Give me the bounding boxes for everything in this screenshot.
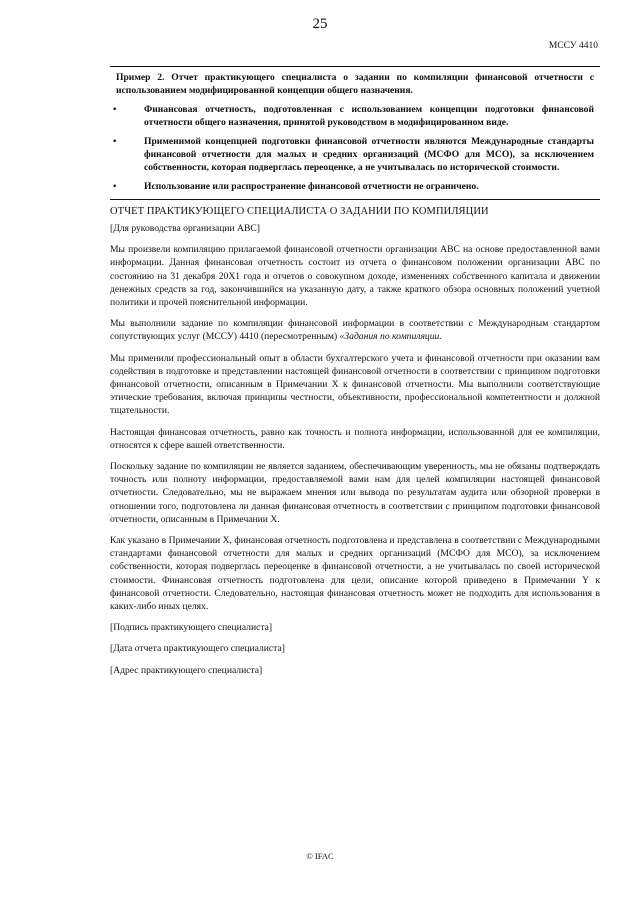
bullet-icon: • xyxy=(113,104,117,115)
paragraph-expertise: Мы применили профессиональный опыт в области бухгалтерского учета и финансовой отчетности при оказании вам содействия в подготовке и представлении настоящей финансовой отчетности в соответствии с принципом подготовки финансовой отчетности, описанным в Примечании X к финансовой отчетности. Мы выполнили соответствующие этические требования, включая принципы честности, объективности, профессиональной компетентности и должной тщательности. xyxy=(110,352,600,417)
example-title: Пример 2. Отчет практикующего специалиста о задании по компиляции финансовой отчетности с использованием модифицированной концепции общего назначения. xyxy=(116,72,594,96)
paragraph-framework: Как указано в Примечании X, финансовая отчетность подготовлена и представлена в соответствии с Международными стандартами финансовой отчетности для малых и средних организаций (МСФО для МСО), за исключением собственности, которая подверглась переоценке в финансовой отчетности, а не учитывалась по своей исторической стоимости. Финансовая отчетность подготовлена для цели, описание которой приведено в Примечании Y к финансовой отчетности. Следовательно, настоящая финансовая отчетность может не подходить для использования в каких-либо иных целях. xyxy=(110,535,600,613)
bullet-item xyxy=(113,103,594,129)
example-bullets xyxy=(113,103,594,193)
paragraph-standard-text: Мы выполнили задание по компиляции финансовой информации в соответствии с Международным стандартом сопутствующих услуг (МССУ) 4410 (пересмотренным) xyxy=(110,318,600,343)
report-title: ОТЧЕТ ПРАКТИКУЮЩЕГО СПЕЦИАЛИСТА О ЗАДАНИИ ПО КОМПИЛЯЦИИ xyxy=(110,206,489,217)
standard-title: «Задания по компиляции. xyxy=(339,331,442,343)
paragraph-responsibility: Настоящая финансовая отчетность, равно как точность и полнота информации, использованной для ее компиляции, относятся к сфере вашей ответственности. xyxy=(110,426,600,451)
paragraph-standard xyxy=(110,317,600,343)
bullet-item xyxy=(113,135,594,174)
footer-copyright: © IFAC xyxy=(306,851,334,861)
page-content xyxy=(110,66,600,685)
page-number: 25 xyxy=(312,16,328,32)
paragraph-no-assurance: Поскольку задание по компиляции не является заданием, обеспечивающим уверенность, мы не обязаны подтверждать точность или полноту информации, предоставляемой вами нам для целей компиляции настоящей финансовой отчетности. Следовательно, мы не выражаем мнения или вывода по результатам аудита или обзорной проверки в отношении того, подготовлена ли данная финансовая отчетность в соответствии с принципом подготовки финансовой отчетности, описанным в Примечании X. xyxy=(110,461,600,525)
bullet-icon: • xyxy=(113,181,117,192)
address-placeholder: [Адрес практикующего специалиста] xyxy=(110,664,263,676)
date-placeholder: [Дата отчета практикующего специалиста] xyxy=(110,643,285,655)
bullet-icon: • xyxy=(113,136,117,147)
addressee: [Для руководства организации ABC] xyxy=(110,223,260,234)
example-box xyxy=(110,66,600,200)
standard-code: МССУ 4410 xyxy=(548,41,598,51)
bullet-text: Применимой концепцией подготовки финансовой отчетности являются Международные стандарты финансовой отчетности для малых и средних организаций (МСФО для МСО), за исключением собственности, которая подверглась переоценке, а не учитывалась по исторической стоимости. xyxy=(144,136,594,173)
paragraph-intro: Мы произвели компиляцию прилагаемой финансовой отчетности организации ABC на основе предоставленной вами информации. Данная финансовая отчетность состоит из отчета о финансовом положении организации ABC по состоянию на 31 декабря 20X1 года и отчетов о совокупном доходе, изменениях собственного капитала и движении денежных средств за год, закончившийся на указанную дату, а также краткого обзора основных положений учетной политики и прочей пояснительной информации. xyxy=(110,244,600,309)
bullet-text: Финансовая отчетность, подготовленная с использованием концепции подготовки финансовой отчетности общего назначения, принятой руководством в модифицированном виде. xyxy=(144,104,594,128)
bullet-item xyxy=(113,180,594,193)
bullet-text: Использование или распространение финансовой отчетности не ограничено. xyxy=(144,181,479,192)
signature-placeholder: [Подпись практикующего специалиста] xyxy=(110,622,273,634)
